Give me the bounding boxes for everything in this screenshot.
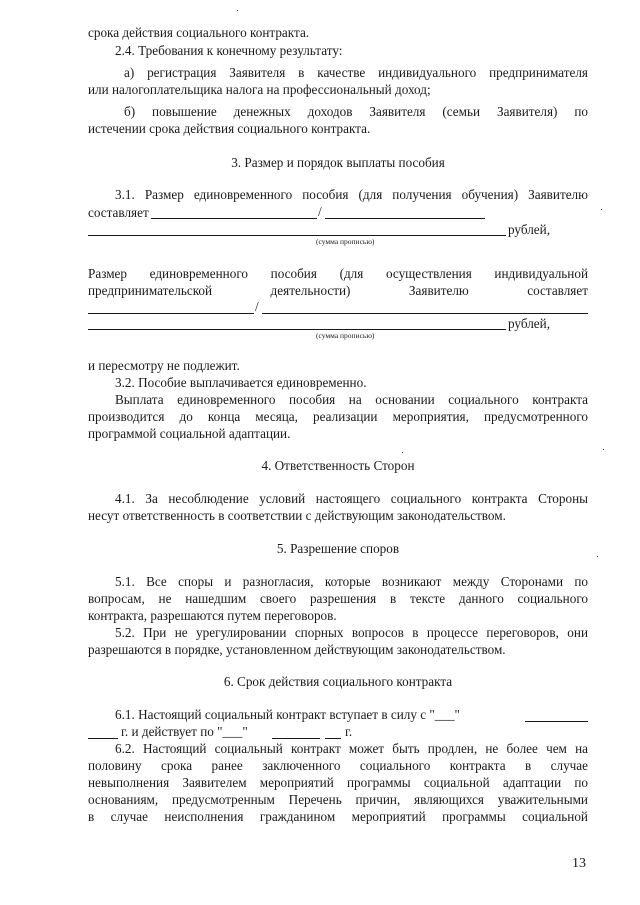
fill-in-blank	[325, 738, 341, 739]
text-line: а) регистрация Заявителя в качестве индивидуального предпринимателя	[124, 65, 588, 80]
text-line: контракта, разрешаются путем переговоров.	[88, 608, 337, 623]
text-line: или налогоплательщика налога на профессиональный доход;	[88, 82, 431, 97]
text-line: и пересмотру не подлежит.	[88, 358, 240, 373]
fill-in-blank	[272, 738, 320, 739]
currency-unit: рублей,	[508, 222, 551, 237]
fill-in-blank	[262, 313, 588, 314]
text-line: основаниям, предусмотренным Перечень причин, являющихся уважительными	[88, 792, 588, 807]
text-line: Размер единовременного пособия (для осуществления индивидуальной	[88, 266, 588, 281]
text-line: истечении срока действия социального контракта.	[88, 121, 371, 136]
section-heading: 5. Разрешение споров	[276, 541, 400, 556]
text-line: разрешаются в порядке, установленном действующим законодательством.	[88, 642, 506, 657]
scan-speck	[237, 10, 238, 11]
separator-slash: /	[318, 204, 322, 219]
text-line: 5.2. При не урегулировании спорных вопросов в процессе переговоров, они	[115, 625, 588, 640]
text-line: в случае неисполнения гражданином мероприятий программы социальной	[88, 809, 588, 824]
section-heading: 4. Ответственность Сторон	[261, 458, 415, 473]
text-line: невыполнения Заявителем мероприятий программы социальной адаптации по	[88, 775, 588, 790]
text-line: программой социальной адаптации.	[88, 426, 291, 441]
scan-speck	[603, 449, 604, 450]
fill-in-blank	[525, 721, 588, 722]
text-line: 3.1. Размер единовременного пособия (для получения обучения) Заявителю	[115, 187, 588, 202]
text-line: предпринимательской деятельности) Заявителю составляет	[88, 283, 588, 298]
fill-in-blank	[88, 313, 254, 314]
scan-speck	[597, 556, 598, 557]
text-line: Выплата единовременного пособия на основании социального контракта	[115, 392, 588, 407]
fill-in-blank	[151, 218, 317, 219]
fill-in-blank	[88, 235, 506, 236]
text-line: половину срока ранее заключенного социального контракта в случае	[88, 758, 588, 773]
text-line: 3.2. Пособие выплачивается единовременно.	[115, 375, 367, 390]
subsection-heading: 2.4. Требования к конечному результату:	[115, 43, 343, 58]
separator-slash: /	[255, 299, 259, 314]
section-heading: 6. Срок действия социального контракта	[223, 674, 453, 689]
text-line: 6.1. Настоящий социальный контракт вступает в силу с "___"	[115, 707, 460, 722]
field-caption: (сумма прописью)	[316, 237, 375, 246]
scan-speck	[402, 452, 403, 453]
fill-in-blank	[88, 738, 118, 739]
text-line: вопросам, не нашедшим своего разрешения в тексте данного социального	[88, 591, 588, 606]
scan-speck	[601, 209, 602, 210]
text-line: срока действия социального контракта.	[88, 25, 310, 40]
page-number: 13	[572, 856, 586, 871]
currency-unit: рублей,	[508, 316, 551, 331]
text-line: 5.1. Все споры и разногласия, которые возникают между Сторонами по	[115, 574, 588, 589]
field-caption: (сумма прописью)	[316, 331, 375, 340]
text-line: б) повышение денежных доходов Заявителя (семьи Заявителя) по	[124, 104, 588, 119]
text-line: 6.2. Настоящий социальный контракт может быть продлен, не более чем на	[115, 741, 588, 756]
text-line: г.	[345, 724, 353, 739]
text-line: несут ответственность в соответствии с действующим законодательством.	[88, 508, 506, 523]
section-heading: 3. Размер и порядок выплаты пособия	[231, 155, 445, 170]
fill-in-blank	[325, 218, 485, 219]
text-line: составляет	[88, 205, 149, 220]
text-line: г. и действует по "___"	[121, 724, 248, 739]
fill-in-blank	[88, 329, 506, 330]
text-line: производится до конца месяца, реализации мероприятия, предусмотренного	[88, 409, 588, 424]
text-line: 4.1. За несоблюдение условий настоящего социального контракта Стороны	[115, 491, 588, 506]
